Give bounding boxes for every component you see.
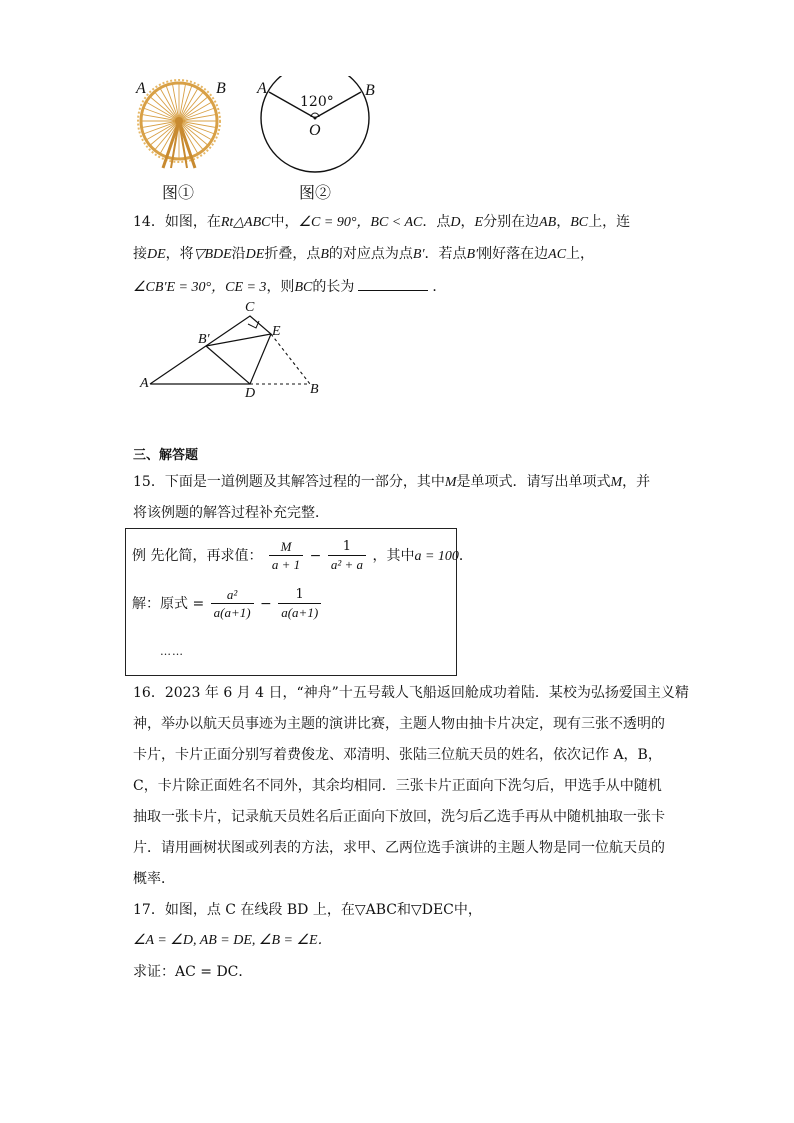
fig2-label-o: O (309, 122, 321, 139)
q14-label-d: D (245, 386, 256, 401)
q14-label-bprime: B′ (198, 332, 210, 347)
q16-line-5: 抽取一张卡片，记录航天员姓名后正面向下放回，洗匀后乙选手再从中随机抽取一张卡 (133, 809, 665, 825)
answer-blank[interactable] (358, 276, 428, 291)
fraction-m: $\frac{M}{a + 1}$ (269, 539, 303, 573)
q14-label-a: A (140, 376, 149, 391)
fig1-caption: 图① (162, 183, 195, 202)
fraction-one: $\frac{1}{a(a+1)}$ (278, 587, 321, 621)
q14-label-b: B (310, 382, 319, 397)
fig2-angle-label: 120° (300, 94, 334, 110)
fig1-label-b: B (216, 80, 226, 97)
section-heading: 三、解答题 (133, 448, 199, 463)
q16-line-2: 神，举办以航天员事迹为主题的演讲比赛，主题人物由抽卡片决定，现有三张不透明的 (133, 716, 665, 732)
q16-line-6: 片．请用画树状图或列表的方法，求甲、乙两位选手演讲的主题人物是同一位航天员的 (133, 840, 665, 856)
q17-line-2: ∠A = ∠D, AB = DE, ∠B = ∠E． (133, 933, 332, 948)
figure-2 (255, 76, 385, 201)
q16-line-3: 卡片，卡片正面分别写着费俊龙、邓清明、张陆三位航天员的姓名，依次记作 A，B， (133, 747, 662, 763)
ellipsis: …… (160, 645, 184, 658)
fraction-a-squared: $\frac{\text{a²}}{a(a+1)}$ (211, 587, 254, 621)
q14-line-2: 接DE，将▽BDE沿DE折叠，点B的对应点为点B′．若点B′刚好落在边AC上， (133, 246, 595, 262)
q14-label-c: C (245, 300, 255, 315)
example-box (125, 528, 473, 676)
q14-label-e: E (272, 324, 281, 339)
fraction-one-over: $\frac{1}{\text{a² + a}}$ (328, 539, 366, 573)
q16-line-7: 概率． (133, 871, 175, 887)
fig1-label-a: A (136, 80, 146, 97)
figure-1 (130, 76, 240, 201)
q17-line-3: 求证：AC = DC． (133, 964, 253, 980)
solution-line: 解：原式 = $\frac{\text{a²}}{a(a+1)}$ − $\frac{1}{a(a+1)}$ (132, 587, 323, 621)
q14-figure (138, 300, 328, 405)
q14-line-3: ∠CB′E = 30°，CE = 3，则BC的长为 ． (133, 276, 446, 298)
q14-line-1: 14．如图，在Rt△ABC中，∠C = 90°，BC < AC．点D，E分别在边AB，BC上，连 (133, 214, 631, 230)
q16-line-4: C，卡片除正面姓名不同外，其余均相同．三张卡片正面向下洗匀后，甲选手从中随机 (133, 778, 662, 794)
fig2-label-b: B (365, 82, 375, 99)
q15-line-2: 将该例题的解答过程补充完整． (133, 505, 329, 521)
q16-line-1: 16．2023 年 6 月 4 日，“神舟”十五号载人飞船返回舱成功着陆．某校为弘扬爱国主义精 (133, 685, 689, 701)
fig2-label-a: A (257, 80, 267, 97)
example-line: 例 先化简，再求值： $\frac{M}{a + 1}$ − $\frac{1}{\text{a² + a}}$ ，其中a = 100． (132, 539, 473, 572)
q15-line-1: 15．下面是一道例题及其解答过程的一部分，其中M是单项式．请写出单项式M，并 (133, 474, 651, 490)
triangle-diagram (138, 300, 328, 405)
fig2-caption: 图② (299, 183, 332, 202)
q17-line-1: 17．如图，点 C 在线段 BD 上，在▽ABC和▽DEC中， (133, 902, 482, 918)
